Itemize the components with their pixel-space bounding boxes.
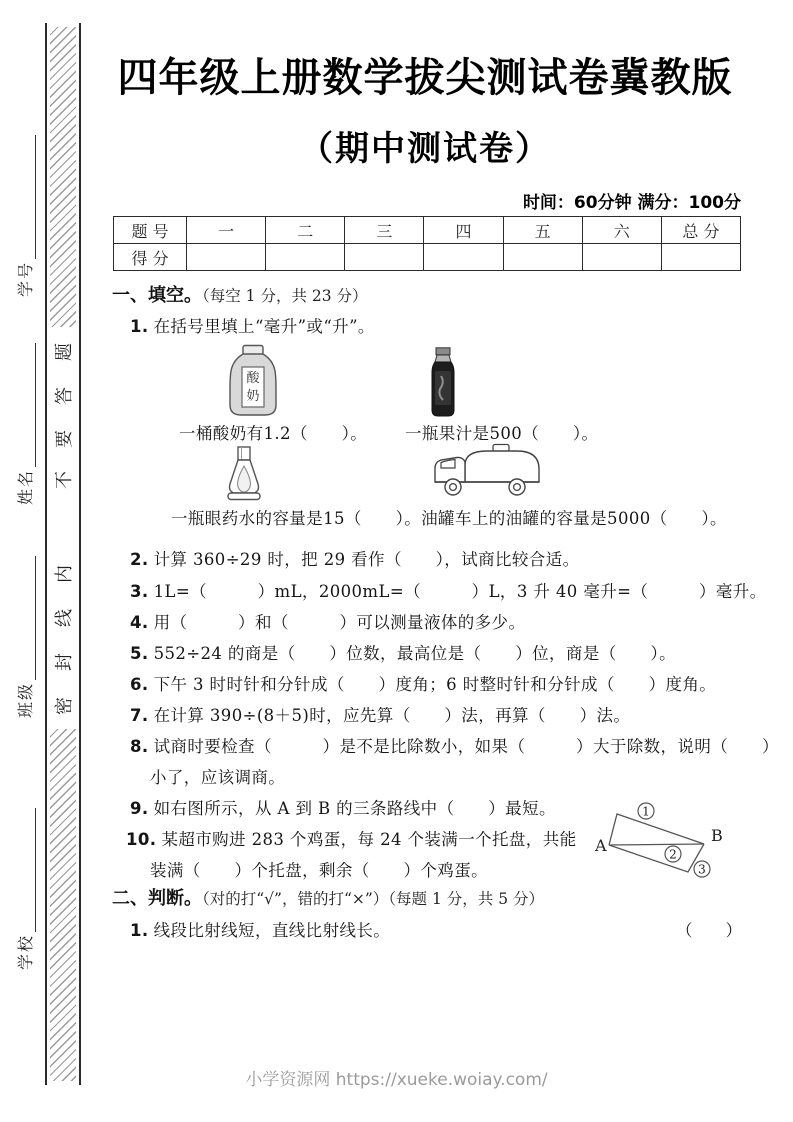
- field-school-line: [31, 808, 36, 932]
- field-name-line: [31, 343, 36, 467]
- field-name: [14, 343, 36, 505]
- route-point-a-label: A: [595, 836, 607, 855]
- question-8-line1: [130, 733, 779, 757]
- question-4-number: 4.: [130, 613, 149, 632]
- question-2-number: 2.: [130, 550, 149, 569]
- seal-char: 不: [54, 471, 75, 489]
- seal-hatch-top: [50, 27, 76, 327]
- caption-yogurt: 一桶酸奶有1.2（ ）。: [179, 424, 368, 443]
- yogurt-label-char1: 酸: [246, 371, 260, 386]
- score-cell: [266, 244, 345, 271]
- question-6: [130, 671, 716, 695]
- juice-bottle-image: [430, 347, 456, 421]
- question-10-number: 10.: [126, 830, 157, 849]
- question-10-text-line1: 某超市购进 283 个鸡蛋，每 24 个装满一个托盘，共能: [161, 830, 577, 849]
- route-2-label: 2: [669, 847, 677, 862]
- route-diagram: [583, 791, 735, 889]
- question-4: [130, 609, 525, 633]
- score-row-label: 得 分: [114, 244, 187, 271]
- field-name-label: 姓名: [16, 468, 35, 505]
- question-9-text: 如右图所示，从 A 到 B 的三条路线中（ ）最短。: [153, 799, 556, 818]
- score-cell: [503, 244, 582, 271]
- question-10-text-line2: 装满（ ）个托盘，剩余（ ）个鸡蛋。: [150, 861, 488, 880]
- field-class: [14, 556, 36, 718]
- field-class-label: 班级: [16, 681, 35, 718]
- score-table-header-cell: 五: [503, 217, 582, 244]
- caption-juice: 一瓶果汁是500（ ）。: [405, 424, 599, 443]
- question-3: [130, 578, 767, 602]
- section2-note: （对的打“√”，错的打“×”）（每题 1 分，共 5 分）: [202, 890, 544, 908]
- question-9-number: 9.: [130, 799, 149, 818]
- page-subtitle: （期中测试卷）: [299, 129, 551, 169]
- question-1: [130, 313, 375, 337]
- judgment-1-answer-paren: （ ）: [676, 921, 742, 940]
- section2-title: 二、判断。: [112, 888, 202, 909]
- seal-hatch-bottom: [50, 729, 76, 1081]
- seal-char: 封: [54, 653, 75, 671]
- field-student-number-line: [31, 135, 36, 259]
- question-6-text: 下午 3 时时针和分针成（ ）度角；6 时整时针和分针成（ ）度角。: [153, 675, 717, 694]
- seal-char: 密: [54, 697, 75, 715]
- question-8-line2: [150, 764, 285, 788]
- caption-eyedrop-oil: 一瓶眼药水的容量是15（ ）。油罐车上的油罐的容量是5000（ ）。: [171, 509, 727, 528]
- section2-header: [112, 884, 544, 910]
- field-class-line: [31, 556, 36, 680]
- field-school: [14, 808, 36, 970]
- question-5: [130, 640, 676, 664]
- judgment-1-number: 1.: [130, 921, 149, 940]
- seal-char: 题: [54, 343, 75, 361]
- route-point-b-label: B: [711, 826, 723, 845]
- route-3-label: 3: [698, 862, 706, 877]
- question-2-text: 计算 360÷29 时，把 29 看作（ ），试商比较合适。: [153, 550, 580, 569]
- footer-source-link: 小学资源网 https://xueke.woiay.com/: [245, 1070, 548, 1090]
- route-1-label: 1: [642, 804, 650, 819]
- yogurt-jar-image: [227, 344, 279, 421]
- score-table-header-cell: 一: [187, 217, 266, 244]
- judgment-1: [130, 917, 390, 941]
- question-10-line1: [126, 826, 577, 850]
- oil-truck-image: [427, 443, 545, 502]
- score-cell: [582, 244, 661, 271]
- score-cell: [187, 244, 266, 271]
- page-title: 四年级上册数学拔尖测试卷冀教版: [117, 55, 733, 101]
- question-9: [130, 795, 556, 819]
- field-student-number-label: 学号: [16, 260, 35, 297]
- score-table-header-cell: 三: [345, 217, 424, 244]
- section1-title: 一、填空。: [112, 285, 202, 306]
- seal-char: 线: [54, 609, 75, 627]
- question-8-text-line2: 小了，应该调商。: [150, 768, 286, 787]
- question-5-text: 552÷24 的商是（ ）位数，最高位是（ ）位，商是（ ）。: [153, 644, 676, 663]
- question-7-text: 在计算 390÷(8＋5)时，应先算（ ）法，再算（ ）法。: [153, 706, 631, 725]
- question-5-number: 5.: [130, 644, 149, 663]
- question-6-number: 6.: [130, 675, 149, 694]
- question-7-number: 7.: [130, 706, 149, 725]
- question-3-text: 1L=（ ）mL，2000mL=（ ）L，3 升 40 毫升=（ ）毫升。: [153, 582, 767, 601]
- score-cell: [424, 244, 503, 271]
- seal-line-strip: [45, 23, 81, 1085]
- seal-char: 要: [54, 430, 75, 448]
- question-8-number: 8.: [130, 737, 149, 756]
- score-table-header-row: [114, 217, 741, 244]
- question-8-text-line1: 试商时要检查（ ）是不是比除数小，如果（ ）大于除数，说明（ ）: [153, 737, 779, 756]
- score-table-header-cell: 总 分: [661, 217, 740, 244]
- section1-note: （每空 1 分，共 23 分）: [202, 287, 368, 305]
- question-1-number: 1.: [130, 317, 149, 336]
- question-3-number: 3.: [130, 582, 149, 601]
- question-10-line2: [150, 857, 488, 881]
- question-1-text: 在括号里填上“毫升”或“升”。: [153, 317, 375, 336]
- score-table: [113, 216, 741, 271]
- time-score-meta: 时间：60分钟 满分：100分: [522, 193, 741, 213]
- question-7: [130, 702, 630, 726]
- score-table-header-cell: 六: [582, 217, 661, 244]
- score-cell: [661, 244, 740, 271]
- field-student-number: [14, 135, 36, 297]
- yogurt-label-char2: 奶: [246, 389, 260, 404]
- score-table-header-cell: 四: [424, 217, 503, 244]
- section1-header: [112, 281, 368, 307]
- seal-char: 答: [54, 387, 75, 405]
- question-2: [130, 546, 580, 570]
- score-table-score-row: [114, 244, 741, 271]
- eyedrop-bottle-image: [221, 446, 267, 505]
- score-table-header-cell: 题 号: [114, 217, 187, 244]
- field-school-label: 学校: [16, 933, 35, 970]
- seal-char: 内: [54, 565, 75, 583]
- judgment-1-text: 线段比射线短，直线比射线长。: [153, 921, 391, 940]
- question-4-text: 用（ ）和（ ）可以测量液体的多少。: [153, 613, 526, 632]
- score-table-header-cell: 二: [266, 217, 345, 244]
- score-cell: [345, 244, 424, 271]
